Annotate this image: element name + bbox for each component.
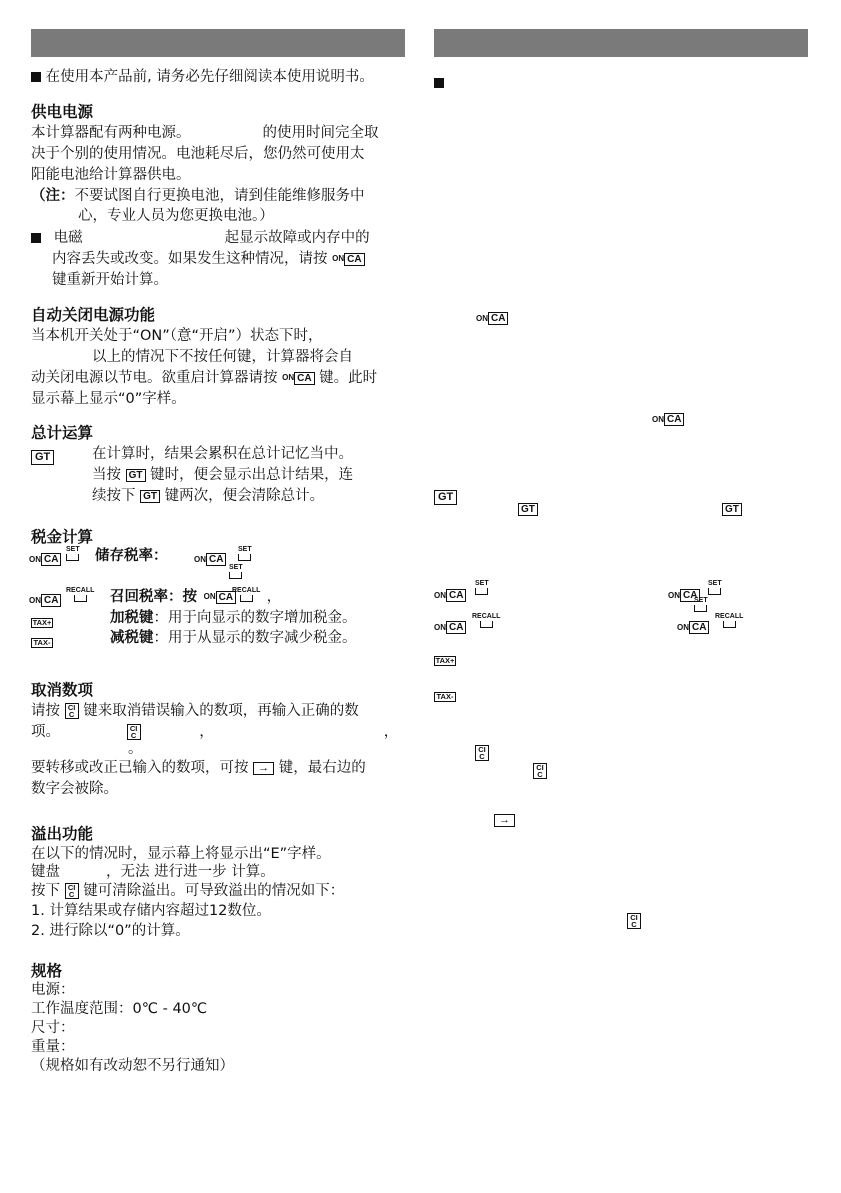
ci-c-key-icon: CI C xyxy=(127,724,141,740)
ci-c-key-icon: CI C xyxy=(65,883,79,899)
auto-line: 以上的情况下不按任何键，计算器将会自 xyxy=(92,349,353,365)
right-tax-minus-key-icon: TAX- xyxy=(434,686,456,705)
right-tax-keys: ON CA xyxy=(434,617,466,636)
auto-line: 当本机开关处于“ON”（意“开启”）状态下时， xyxy=(31,328,323,344)
overflow-line: 按下 CI C 键可清除溢出。可导致溢出的情况如下： xyxy=(31,883,345,899)
auto-off-title: 自动关闭电源功能 xyxy=(31,306,156,324)
power-note: （注：不要试图自行更换电池，请到佳能维修服务中 xyxy=(31,188,365,204)
overflow-line: 在以下的情况时，显示幕上将显示出“E”字样。 xyxy=(31,846,331,862)
tax-plus-line: 加税键：用于向显示的数字增加税金。 xyxy=(110,610,357,626)
bullet-square-icon xyxy=(31,233,41,243)
overflow-line: 1. 计算结果或存储内容超过12数位。 xyxy=(31,903,271,919)
tax-recall-keys: ON CA xyxy=(29,590,61,609)
intro-line: 在使用本产品前, 请务必先仔细阅读本使用说明书。 xyxy=(31,66,374,88)
power-line: 阳能电池给计算器供电。 xyxy=(31,167,191,183)
ca-key-icon: CA xyxy=(344,253,364,266)
right-ci-c-key-icon: CI C xyxy=(475,742,489,761)
tax-minus-key-icon: TAX- xyxy=(31,632,53,651)
overflow-title: 溢出功能 xyxy=(31,825,94,843)
shift-right-arrow-key-icon: → xyxy=(253,762,274,775)
spec-title: 规格 xyxy=(31,962,63,980)
spec-line: 工作温度范围：0℃ - 40℃ xyxy=(31,1001,208,1017)
right-tax-keys: ON CA xyxy=(668,585,700,604)
right-ci-c-key-icon: CI C xyxy=(627,910,641,929)
recall-key-icon: RECALL xyxy=(472,613,500,628)
recall-key-icon: RECALL xyxy=(232,587,260,602)
right-header-bar xyxy=(434,29,808,57)
cancel-line: 要转移或改正已输入的数项，可按 → 键，最右边的 xyxy=(31,760,366,776)
cancel-title: 取消数项 xyxy=(31,681,94,699)
tax-set-keys: ON CA xyxy=(29,549,61,568)
tax-recall-rate: 召回税率：按 ON CA ， xyxy=(110,589,282,605)
power-line: 决于个别的使用情况。电池耗尽后，您仍然可使用太 xyxy=(31,146,365,162)
cancel-line: 。 xyxy=(128,741,143,757)
spec-line: 电源： xyxy=(31,982,75,998)
right-onca-key-icon: ON CA xyxy=(476,308,508,327)
tax-store-rate: 储存税率： xyxy=(95,548,168,564)
tax-minus-line: 减税键：用于从显示的数字减少税金。 xyxy=(110,630,357,646)
right-arrow-key-icon: → xyxy=(494,810,515,829)
right-gt-key-icon: GT xyxy=(722,499,742,518)
gt-title: 总计运算 xyxy=(31,424,94,442)
recall-key-icon: RECALL xyxy=(66,587,94,602)
right-ci-c-key-icon: CI C xyxy=(533,760,547,779)
right-tax-keys: ON CA xyxy=(434,585,466,604)
gt-key-icon: GT xyxy=(31,447,54,466)
gt-line: 续按下 GT 键两次，便会清除总计。 xyxy=(92,488,325,504)
magnet-line: 键重新开始计算。 xyxy=(52,272,168,288)
spec-line: 尺寸： xyxy=(31,1020,75,1036)
gt-line: 当按 GT 键时，便会显示出总计结果，连 xyxy=(92,467,354,483)
gt-key-icon: GT xyxy=(126,469,146,482)
cancel-line: 数字会被除。 xyxy=(31,781,118,797)
set-key-icon: SET xyxy=(66,546,80,561)
right-bullet-square-icon xyxy=(434,72,444,91)
right-gt-key-icon: GT xyxy=(518,499,538,518)
set-key-icon: SET xyxy=(229,564,243,579)
overflow-line: 键盘 ，无法 进行进一步 计算。 xyxy=(31,864,275,880)
tax-set-keys: ON CA xyxy=(194,549,226,568)
tax-title: 税金计算 xyxy=(31,528,94,546)
cancel-line: 项。 CI C ， ， xyxy=(31,724,399,740)
on-label: ON xyxy=(332,254,345,263)
power-note: 心，专业人员为您更换电池。） xyxy=(78,208,274,224)
magnet-line: 电磁 起显示故障或内存中的 xyxy=(31,227,370,249)
right-onca-key-icon: ON CA xyxy=(652,409,684,428)
right-tax-keys: ON CA xyxy=(677,617,709,636)
set-key-icon: SET xyxy=(238,546,252,561)
spec-line: （规格如有改动恕不另行通知） xyxy=(31,1058,234,1074)
tax-plus-key-icon: TAX+ xyxy=(32,617,52,627)
left-header-bar xyxy=(31,29,405,57)
cancel-line: 请按 CI C 键来取消错误输入的数项，再输入正确的数 xyxy=(31,703,359,719)
auto-line: 显示幕上显示“0”字样。 xyxy=(31,391,186,407)
power-line: 本计算器配有两种电源。 的使用时间完全取 xyxy=(31,125,379,141)
gt-key-icon: GT xyxy=(140,490,160,503)
auto-line: 动关闭电源以节电。欲重启计算器请按 ON CA 键。此时 xyxy=(31,370,378,386)
spec-line: 重量： xyxy=(31,1039,75,1055)
power-title: 供电电源 xyxy=(31,103,94,121)
overflow-line: 2. 进行除以“0”的计算。 xyxy=(31,923,190,939)
right-gt-key-icon: GT xyxy=(434,487,457,506)
right-tax-plus-key-icon: TAX+ xyxy=(435,655,455,665)
bullet-square-icon xyxy=(31,72,41,82)
gt-line: 在计算时，结果会累积在总计记忆当中。 xyxy=(92,446,353,462)
magnet-line: 内容丢失或改变。如果发生这种情况，请按 ON CA xyxy=(52,248,365,270)
ca-key-icon: CA xyxy=(294,372,314,385)
ci-c-key-icon: CI C xyxy=(65,703,79,719)
set-key-icon: SET xyxy=(475,580,489,595)
set-key-icon: SET xyxy=(694,597,708,612)
recall-key-icon: RECALL xyxy=(715,613,743,628)
set-key-icon: SET xyxy=(708,580,722,595)
